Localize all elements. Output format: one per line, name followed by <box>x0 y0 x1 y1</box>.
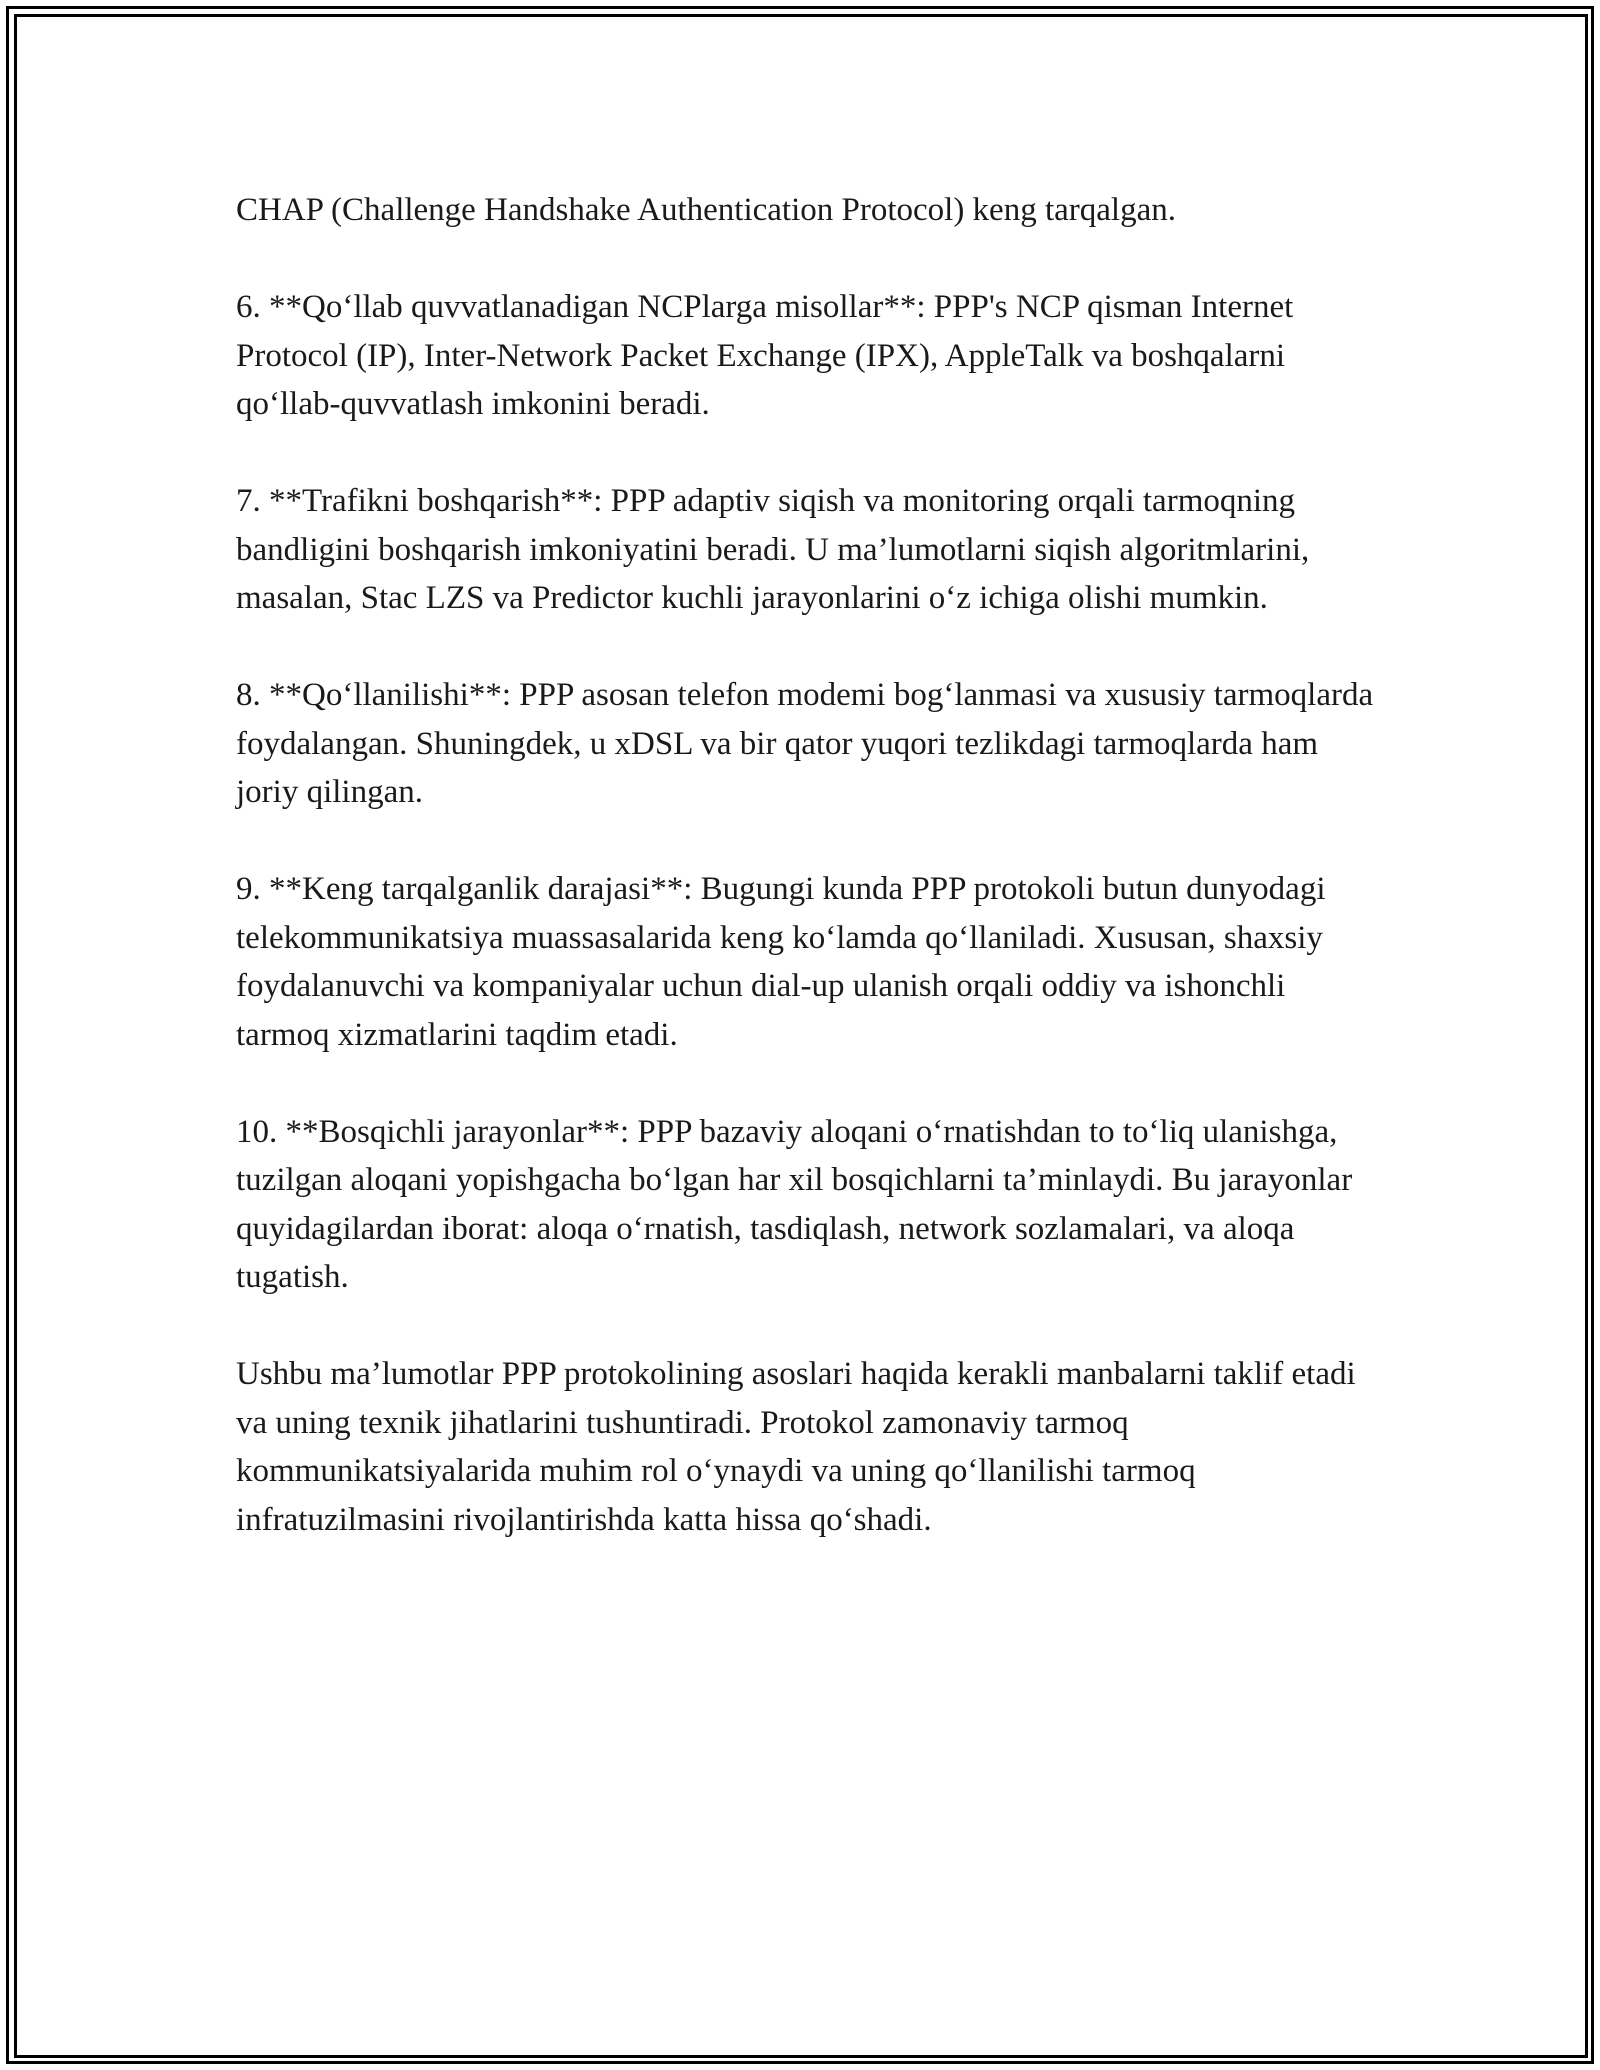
paragraph-ncp-examples: 6. **Qo‘llab quvvatlanadigan NCPlarga misollar**: PPP's NCP qisman Internet Protocol (IP), Inter-Network Packet Exchange (IPX), AppleTalk va boshqalarni qo‘llab-quvvatlash imkonini beradi. <box>236 289 1294 422</box>
paragraph-traffic-control: 7. **Trafikni boshqarish**: PPP adaptiv siqish va monitoring orqali tarmoqning bandligini boshqarish imkoniyatini beradi. U ma’lumotlarni siqish algoritmlarini, masalan, Stac LZS va Predictor kuchli jarayonlarini o‘z ichiga olishi mumkin. <box>236 483 1310 616</box>
paragraph-chap: CHAP (Challenge Handshake Authentication Protocol) keng tarqalgan. <box>236 192 1176 228</box>
document-body <box>236 186 1376 1593</box>
paragraph-prevalence: 9. **Keng tarqalganlik darajasi**: Bugungi kunda PPP protokoli butun dunyodagi telekommunikatsiya muassasalarida keng ko‘lamda qo‘llaniladi. Xususan, shaxsiy foydalanuvchi va kompaniyalar uchun dial-up ulanish orqali oddiy va ishonchli tarmoq xizmatlarini taqdim etadi. <box>236 871 1326 1053</box>
paragraph-stages: 10. **Bosqichli jarayonlar**: PPP bazaviy aloqani o‘rnatishdan to to‘liq ulanishga, tuzilgan aloqani yopishgacha bo‘lgan har xil bosqichlarni ta’minlaydi. Bu jarayonlar quyidagilardan iborat: aloqa o‘rnatish, tasdiqlash, network sozlamalari, va aloqa tugatish. <box>236 1113 1353 1295</box>
paragraph-usage: 8. **Qo‘llanilishi**: PPP asosan telefon modemi bog‘lanmasi va xususiy tarmoqlarda foydalangan. Shuningdek, u xDSL va bir qator yuqori tezlikdagi tarmoqlarda ham joriy qilingan. <box>236 677 1374 810</box>
paragraph-summary: Ushbu ma’lumotlar PPP protokolining asoslari haqida kerakli manbalarni taklif etadi va uning texnik jihatlarini tushuntiradi. Protokol zamonaviy tarmoq kommunikatsiyalarida muhim rol o‘ynaydi va uning qo‘llanilishi tarmoq infratuzilmasini rivojlantirishda katta hissa qo‘shadi. <box>236 1356 1356 1538</box>
